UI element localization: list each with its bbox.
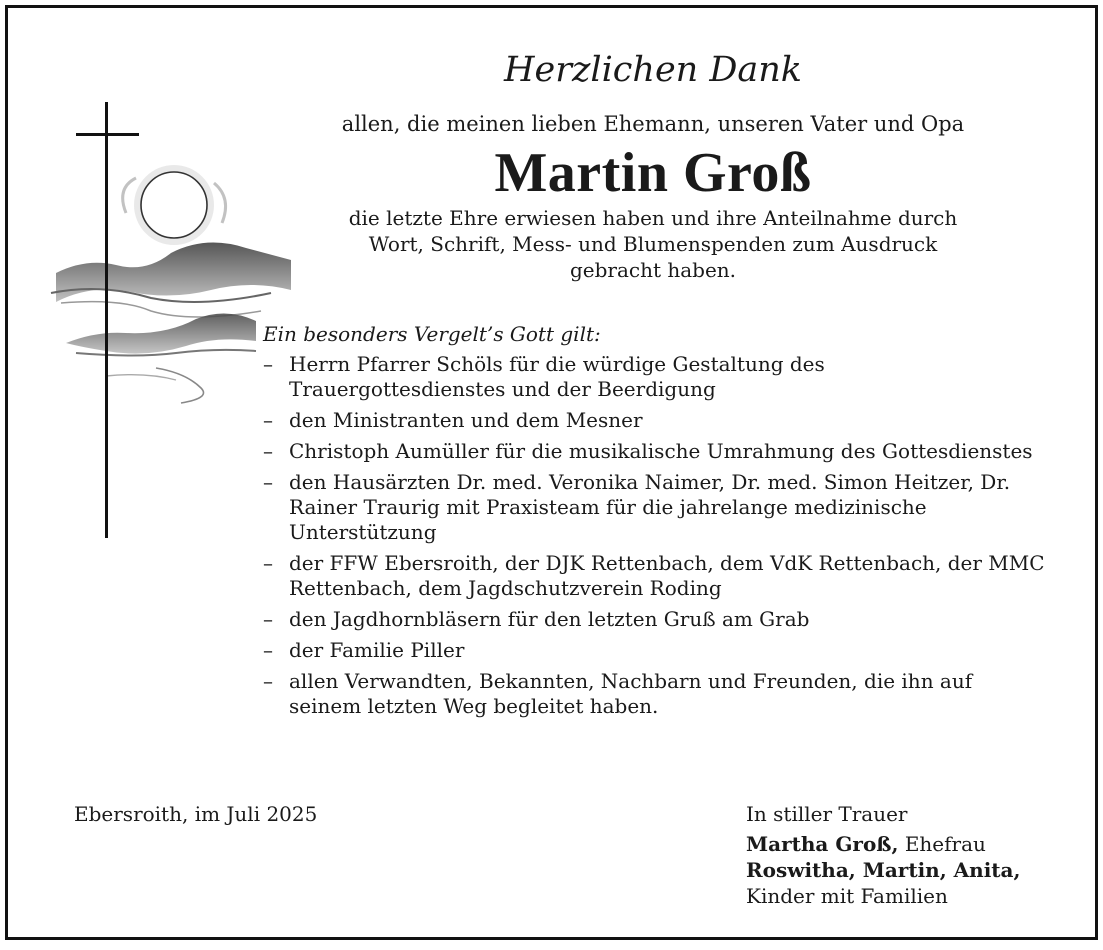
mourner-names: Roswitha, Martin, Anita, [746, 858, 1021, 882]
mourner-role: Kinder mit Familien [746, 884, 948, 908]
dash: – [263, 439, 273, 463]
dash: – [263, 470, 273, 494]
list-item [263, 669, 1045, 719]
list-item [263, 470, 1045, 545]
list-item-text: Christoph Aumüller für die musikalische Umrahmung des Gottesdienstes [289, 439, 1033, 463]
mourner-role: Ehefrau [904, 832, 986, 856]
thanks-list [263, 352, 1045, 719]
obituary-notice [5, 5, 1098, 940]
list-item [263, 551, 1045, 601]
list-item [263, 408, 1045, 433]
dash: – [263, 352, 273, 376]
dash: – [263, 638, 273, 662]
deceased-name: Martin Groß [494, 142, 812, 204]
list-item-text: allen Verwandten, Bekannten, Nachbarn und Freunden, die ihn auf seinem letzten Weg begleitet haben. [289, 669, 973, 718]
heading-intro: allen, die meinen lieben Ehemann, unseren Vater und Opa [341, 112, 965, 136]
list-item-text: den Hausärzten Dr. med. Veronika Naimer, Dr. med. Simon Heitzer, Dr. Rainer Traurig mit Praxisteam für die jahrelange medizinische Unterstützung [289, 470, 1011, 544]
dash: – [263, 607, 273, 631]
heading-block [263, 48, 1043, 283]
list-item-text: der FFW Ebersroith, der DJK Rettenbach, dem VdK Rettenbach, der MMC Rettenbach, dem Jagdschutzverein Roding [289, 551, 1045, 600]
dash: – [263, 408, 273, 432]
mourning-label: In stiller Trauer [746, 802, 908, 826]
thanks-block [263, 321, 1045, 725]
list-item-text: den Jagdhornbläsern für den letzten Gruß am Grab [289, 607, 810, 631]
list-item [263, 607, 1045, 632]
list-item-text: der Familie Piller [289, 638, 465, 662]
dash: – [263, 551, 273, 575]
cross-landscape-sun-icon [46, 98, 296, 548]
list-item-text: Herrn Pfarrer Schöls für die würdige Gestaltung des Trauergottesdienstes und der Beerdigung [289, 352, 825, 401]
mourner-name: Martha Groß, [746, 832, 899, 856]
list-item [263, 352, 1045, 402]
heading-title: Herzlichen Dank [504, 50, 802, 90]
list-item-text: den Ministranten und dem Mesner [289, 408, 643, 432]
thanks-heading: Ein besonders Vergelt’s Gott gilt: [263, 322, 601, 346]
list-item [263, 439, 1045, 464]
list-item [263, 638, 1045, 663]
heading-text: die letzte Ehre erwiesen haben und ihre Anteilnahme durch Wort, Schrift, Mess- und Blumenspenden zum Ausdruck gebracht haben. [348, 206, 958, 282]
mourner-row [746, 831, 1020, 857]
signature-block [746, 801, 1020, 909]
dash: – [263, 669, 273, 693]
place-date: Ebersroith, im Juli 2025 [74, 802, 318, 826]
